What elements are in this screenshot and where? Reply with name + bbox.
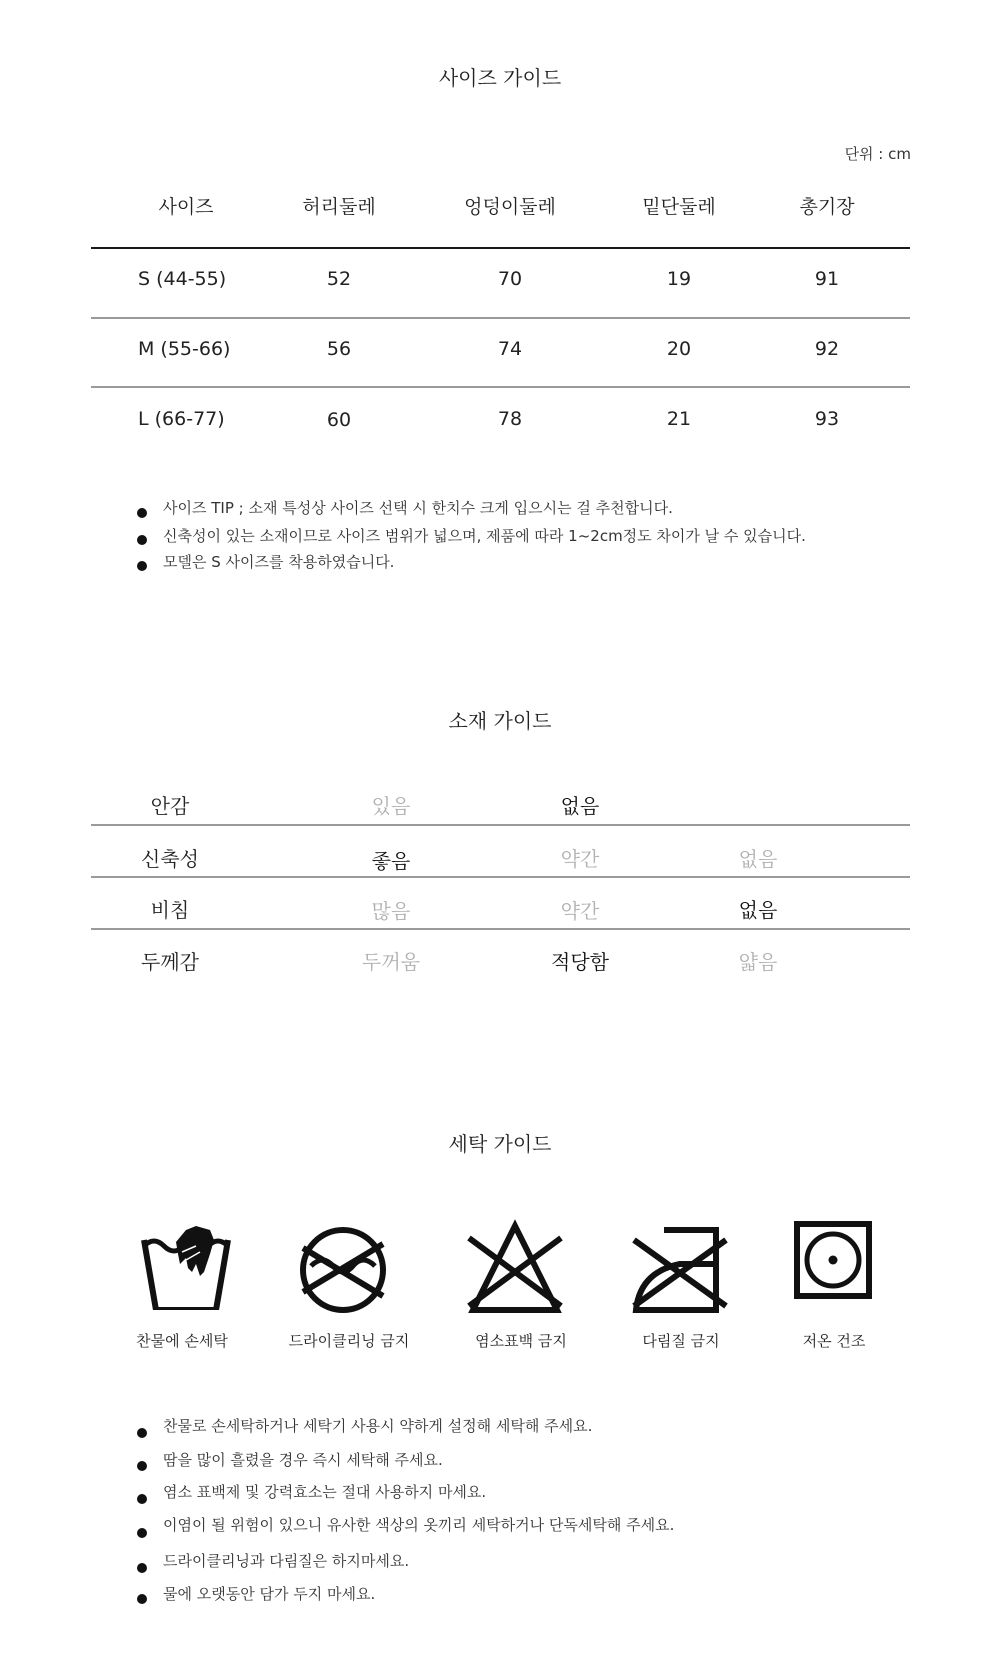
cell-hem: 21	[666, 408, 692, 430]
size-notes	[133, 499, 806, 579]
list-item: 찬물로 손세탁하거나 세탁기 사용시 약하게 설정해 세탁해 주세요.	[133, 1416, 674, 1450]
unit-label: 단위 : cm	[844, 145, 911, 163]
material-option: 없음	[738, 847, 778, 871]
wash-notes	[133, 1416, 674, 1614]
cell-size: M (55-66)	[138, 338, 231, 360]
tumble-dry-icon	[793, 1220, 873, 1300]
material-option: 두꺼움	[362, 950, 420, 974]
list-item: 모델은 S 사이즈를 착용하였습니다.	[133, 553, 806, 579]
cell-length: 93	[814, 408, 840, 430]
cell-hip: 70	[497, 268, 523, 290]
cell-hem: 19	[666, 268, 692, 290]
material-guide-title: 소재 가이드	[448, 709, 552, 733]
size-guide-title: 사이즈 가이드	[438, 66, 562, 90]
header-waist: 허리둘레	[302, 196, 376, 218]
cell-hip: 74	[497, 338, 523, 360]
material-option: 적당함	[551, 950, 609, 974]
header-size: 사이즈	[158, 196, 214, 218]
row-divider	[91, 317, 910, 319]
cell-waist: 52	[326, 268, 352, 290]
material-option: 많음	[371, 899, 411, 923]
material-row-label: 신축성	[141, 847, 199, 871]
table-header-divider	[91, 247, 910, 249]
row-divider	[91, 386, 910, 388]
wash-label: 다림질 금지	[642, 1332, 720, 1350]
cell-hip: 78	[497, 408, 523, 430]
material-row-label: 안감	[150, 794, 190, 818]
material-row-label: 비침	[150, 898, 190, 922]
no-dry-clean-icon	[293, 1220, 393, 1320]
header-length: 총기장	[799, 196, 855, 218]
wash-label: 찬물에 손세탁	[136, 1332, 228, 1350]
cell-length: 91	[814, 268, 840, 290]
no-bleach-icon	[465, 1218, 565, 1318]
cell-waist: 60	[326, 409, 352, 431]
list-item: 물에 오랫동안 담가 두지 마세요.	[133, 1584, 674, 1614]
material-option: 좋음	[371, 849, 411, 873]
list-item: 드라이클리닝과 다림질은 하지마세요.	[133, 1551, 674, 1584]
list-item: 염소 표백제 및 강력효소는 절대 사용하지 마세요.	[133, 1482, 674, 1515]
cell-length: 92	[814, 338, 840, 360]
header-hip: 엉덩이둘레	[464, 196, 556, 218]
cell-hem: 20	[666, 338, 692, 360]
no-iron-icon	[630, 1220, 730, 1316]
wash-label: 드라이클리닝 금지	[288, 1332, 410, 1350]
list-item: 사이즈 TIP ; 소재 특성상 사이즈 선택 시 한치수 크게 입으시는 걸 추천합니다.	[133, 499, 806, 527]
wash-guide-title: 세탁 가이드	[448, 1132, 552, 1156]
row-divider	[91, 876, 910, 878]
material-row-label: 두께감	[141, 950, 199, 974]
wash-label: 저온 건조	[802, 1332, 866, 1350]
row-divider	[91, 928, 910, 930]
material-option: 얇음	[738, 950, 778, 974]
header-hem: 밑단둘레	[642, 196, 716, 218]
cell-size: L (66-77)	[138, 408, 225, 430]
cell-waist: 56	[326, 338, 352, 360]
material-option: 없음	[738, 898, 778, 922]
cell-size: S (44-55)	[138, 268, 227, 290]
material-option: 약간	[560, 847, 600, 871]
material-option: 없음	[560, 794, 600, 818]
list-item: 땀을 많이 흘렸을 경우 즉시 세탁해 주세요.	[133, 1450, 674, 1482]
wash-label: 염소표백 금지	[475, 1332, 567, 1350]
material-option: 있음	[371, 794, 411, 818]
list-item: 이염이 될 위험이 있으니 유사한 색상의 옷끼리 세탁하거나 단독세탁해 주세요.	[133, 1515, 674, 1551]
row-divider	[91, 824, 910, 826]
material-option: 약간	[560, 899, 600, 923]
list-item: 신축성이 있는 소재이므로 사이즈 범위가 넓으며, 제품에 따라 1~2cm정도 차이가 날 수 있습니다.	[133, 527, 806, 553]
hand-wash-icon	[138, 1224, 234, 1310]
